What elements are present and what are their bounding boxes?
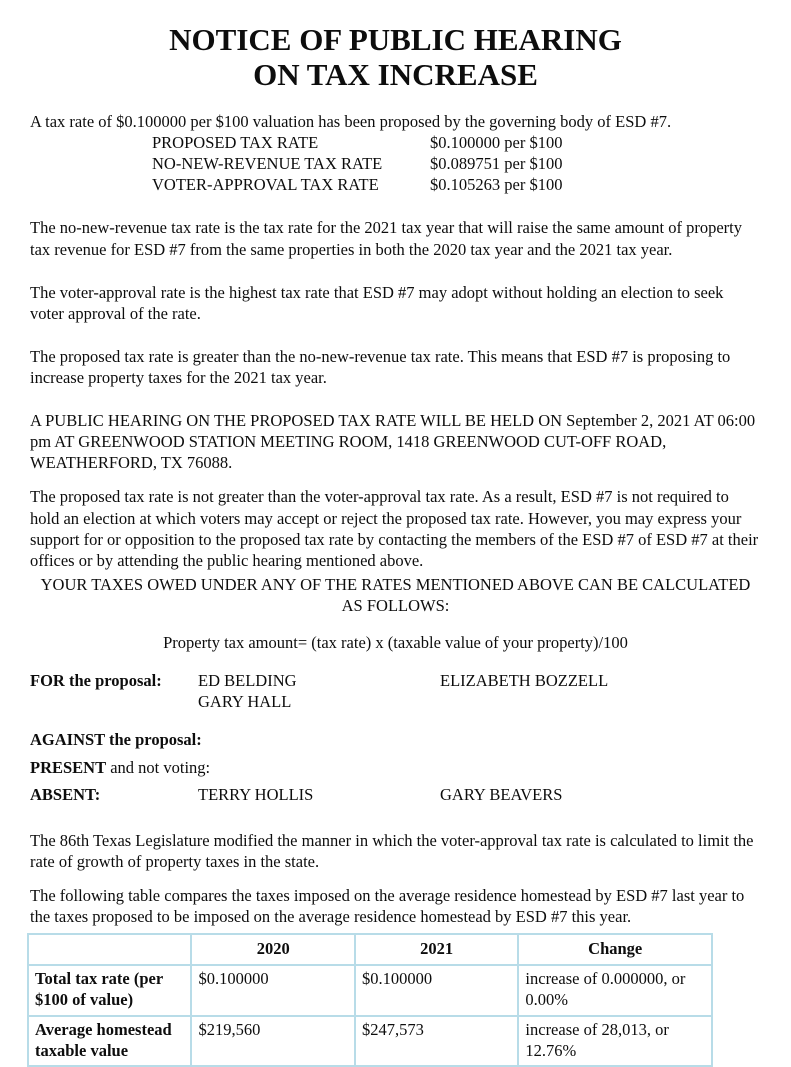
rate-row-proposed [152, 132, 761, 153]
table-cell-change: increase of 0.000000, or 0.00% [518, 965, 712, 1015]
table-cell-2021: $247,573 [355, 1016, 518, 1066]
paragraph-legislature: The 86th Texas Legislature modified the manner in which the voter-approval tax rate is calculated to limit the rate of growth of property taxes in the state. [30, 830, 754, 871]
table-row-label: Total tax rate (per $100 of value) [28, 965, 191, 1015]
rate-row-no-new-revenue [152, 153, 761, 174]
document-title-line2: ON TAX INCREASE [253, 57, 538, 93]
rate-label: VOTER-APPROVAL TAX RATE [152, 175, 379, 195]
vote-label-present-bold: PRESENT [30, 757, 107, 777]
rate-value: $0.100000 per $100 [430, 133, 563, 153]
voter-name: GARY HALL [198, 692, 292, 712]
table-row-homestead-value [28, 1016, 712, 1066]
rate-label: NO-NEW-REVENUE TAX RATE [152, 154, 383, 174]
vote-block-present [30, 757, 761, 778]
table-cell-change: increase of 28,013, or 12.76% [518, 1016, 712, 1066]
intro-paragraph: A tax rate of $0.100000 per $100 valuation has been proposed by the governing body of ESD #7. [30, 112, 672, 132]
tax-rate-list [152, 132, 761, 195]
tax-comparison-table [27, 933, 713, 1067]
table-header-change: Change [518, 934, 712, 965]
table-header-empty [28, 934, 191, 965]
voter-name: ELIZABETH BOZZELL [440, 671, 609, 691]
table-cell-2020: $219,560 [191, 1016, 354, 1066]
voter-name: TERRY HOLLIS [198, 784, 314, 804]
table-cell-2020: $0.100000 [191, 965, 354, 1015]
vote-block-for [30, 670, 761, 712]
paragraph-no-new-revenue: The no-new-revenue tax rate is the tax rate for the 2021 tax year that will raise the same amount of property tax revenue for ESD #7 from the same properties in both the 2020 tax year and the 2021 tax year. [30, 218, 742, 259]
paragraph-not-greater: The proposed tax rate is not greater than the voter-approval tax rate. As a result, ESD #7 is not required to hold an election at which voters may accept or reject the proposed tax rate. However, you may express your support for or opposition to the proposed tax rate by contacting the members of the ESD #7 of ESD #7 at their offices or by attending the public hearing mentioned above. [30, 487, 759, 570]
paragraph-proposed-greater: The proposed tax rate is greater than the no-new-revenue tax rate. This means that ESD #7 is proposing to increase property taxes for the 2021 tax year. [30, 346, 731, 388]
vote-absent-names-col1 [198, 784, 440, 805]
vote-for-names-col1 [198, 670, 440, 712]
table-row-total-tax-rate [28, 965, 712, 1015]
vote-label-against: AGAINST the proposal: [30, 730, 202, 750]
table-header-2021: 2021 [355, 934, 518, 965]
paragraph-table-intro: The following table compares the taxes imposed on the average residence homestead by ESD #7 last year to the taxes proposed to be imposed on the average residence homestead by ESD #7 this year. [30, 885, 745, 927]
voter-name: GARY BEAVERS [440, 784, 563, 804]
table-header-row [28, 934, 712, 965]
vote-absent-names-col2 [440, 784, 761, 805]
paragraph-taxes-owed: YOUR TAXES OWED UNDER ANY OF THE RATES MENTIONED ABOVE CAN BE CALCULATED AS FOLLOWS: [40, 574, 751, 615]
voter-name: ED BELDING [198, 671, 297, 691]
rate-value: $0.105263 per $100 [430, 175, 563, 195]
vote-block-absent [30, 784, 761, 805]
vote-for-names-col2 [440, 670, 761, 691]
vote-label-for: FOR the proposal: [30, 671, 162, 691]
table-cell-2021: $0.100000 [355, 965, 518, 1015]
rate-value: $0.089751 per $100 [430, 154, 563, 174]
document-title-line1: NOTICE OF PUBLIC HEARING [169, 22, 622, 57]
vote-label-absent: ABSENT: [30, 784, 101, 804]
paragraph-public-hearing: A PUBLIC HEARING ON THE PROPOSED TAX RATE WILL BE HELD ON September 2, 2021 AT 06:00 pm AT GREENWOOD STATION MEETING ROOM, 1418 GREENWOOD CUT-OFF ROAD, WEATHERFORD, TX 76088. [30, 411, 756, 473]
paragraph-voter-approval: The voter-approval rate is the highest tax rate that ESD #7 may adopt without holding an election to seek voter approval of the rate. [30, 282, 724, 323]
rate-label: PROPOSED TAX RATE [152, 133, 319, 153]
rate-row-voter-approval [152, 174, 761, 195]
tax-formula: Property tax amount= (tax rate) x (taxable value of your property)/100 [163, 633, 628, 653]
vote-label-present [30, 757, 210, 778]
vote-block-against [30, 729, 761, 750]
vote-label-present-rest: and not voting: [106, 757, 211, 777]
table-header-2020: 2020 [191, 934, 354, 965]
table-row-label: Average homestead taxable value [28, 1016, 191, 1066]
document-title [30, 22, 761, 92]
